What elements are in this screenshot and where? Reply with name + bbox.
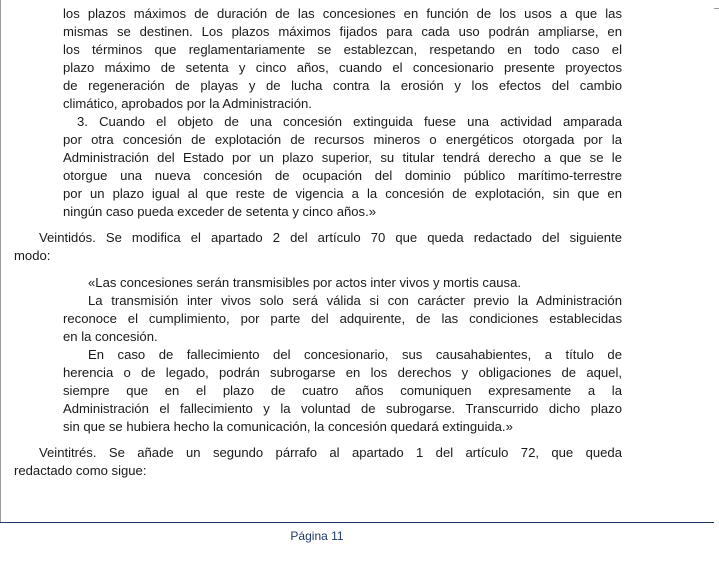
text-line: los plazos máximos de duración de las concesiones en función de los usos a que las xyxy=(63,6,622,21)
text-line: de regeneración de playas y de lucha contra la erosión y los efectos del cambio xyxy=(63,78,622,93)
text-line: por un plazo igual al que reste de vigencia a la concesión de explotación, sin que en xyxy=(63,186,622,201)
text-line: otorgue una nueva concesión de ocupación del dominio público marítimo-terrestre xyxy=(63,168,622,183)
text-line: mismas se destinen. Los plazos máximos fijados para cada uso podrán ampliarse, en xyxy=(63,24,622,39)
text-line: Veintitrés. Se añade un segundo párrafo al apartado 1 del artículo 72, que queda xyxy=(39,445,622,460)
page-left-edge xyxy=(0,0,1,522)
text-line: los términos que reglamentariamente se establezcan, respetando en todo caso el xyxy=(63,42,622,57)
text-line: Veintidós. Se modifica el apartado 2 del artículo 70 que queda redactado del siguiente xyxy=(39,230,622,245)
text-line: La transmisión inter vivos solo será válida si con carácter previo la Administración xyxy=(88,293,622,308)
footer-rule xyxy=(0,522,714,523)
text-line: redactado como sigue: xyxy=(14,463,147,478)
text-line: 3. Cuando el objeto de una concesión extinguida fuese una actividad amparada xyxy=(77,114,622,129)
top-rule xyxy=(714,8,719,9)
text-line: «Las concesiones serán transmisibles por actos inter vivos y mortis causa. xyxy=(88,275,522,290)
text-line: en la concesión. xyxy=(63,329,158,344)
text-line: siempre que en el plazo de cuatro años comuniquen expresamente a la xyxy=(63,383,622,398)
text-line: por otra concesión de explotación de recursos mineros o energéticos otorgada por la xyxy=(63,132,622,147)
text-line: sin que se hubiera hecho la comunicación, la concesión quedará extinguida.» xyxy=(63,419,513,434)
text-line: climático, aprobados por la Administración. xyxy=(63,96,312,111)
text-line: herencia o de legado, podrán subrogarse en los derechos y obligaciones de aquel, xyxy=(63,365,622,380)
text-line: En caso de fallecimiento del concesionario, sus causahabientes, a título de xyxy=(88,347,622,362)
text-line: reconoce el cumplimiento, por parte del adquirente, de las condiciones establecidas xyxy=(63,311,622,326)
text-line: Administración el fallecimiento y la voluntad de subrogarse. Transcurrido dicho plazo xyxy=(63,401,622,416)
text-line: ningún caso pueda exceder de setenta y cinco años.» xyxy=(63,204,377,219)
text-line: modo: xyxy=(14,248,51,263)
text-line: plazo máximo de setenta y cinco años, cuando el concesionario presente proyectos xyxy=(63,60,622,75)
text-line: Administración del Estado por un plazo superior, su titular tendrá derecho a que se le xyxy=(63,150,622,165)
page-number: Página 11 xyxy=(290,529,344,543)
